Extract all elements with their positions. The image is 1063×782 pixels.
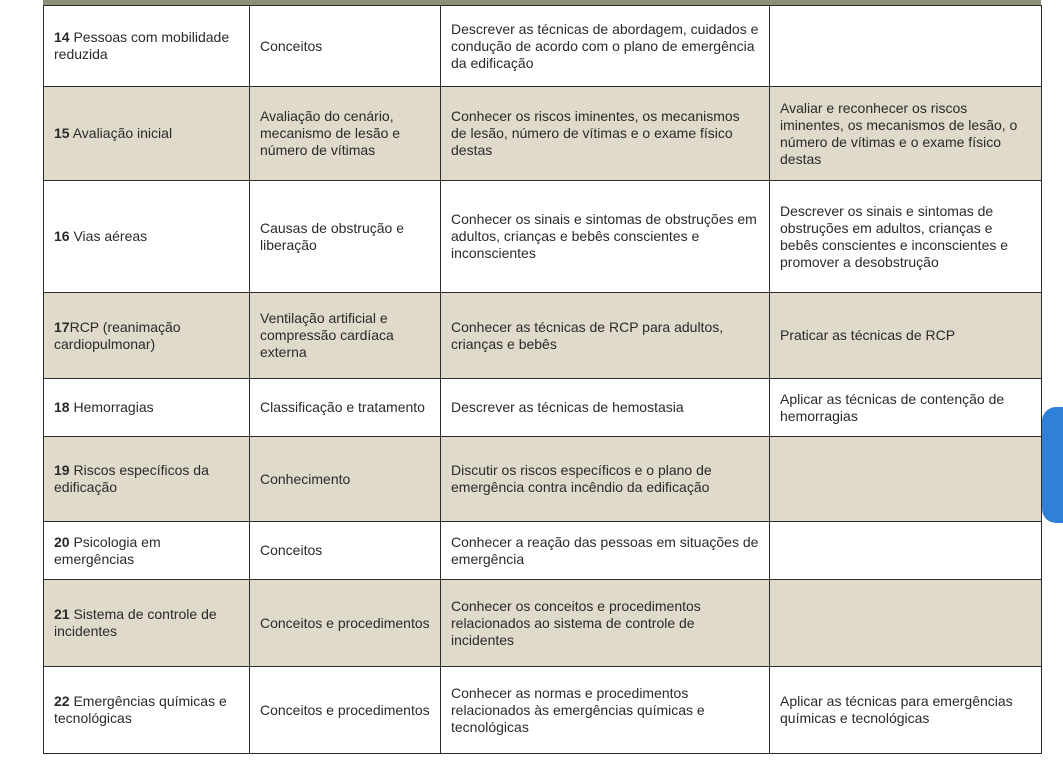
topic-cell: [44, 580, 250, 667]
curriculum-table: [43, 5, 1042, 754]
topic-title: Pessoas com mobilidade reduzida: [54, 29, 230, 62]
practice-cell: Aplicar as técnicas de contenção de hemorragias: [770, 379, 1042, 437]
table-row: [44, 379, 1042, 437]
table-row: [44, 293, 1042, 379]
content-cell: Conceitos e procedimentos: [250, 667, 441, 754]
objective-cell: Conhecer as normas e procedimentos relacionados às emergências químicas e tecnológicas: [441, 667, 770, 754]
practice-cell: Descrever os sinais e sintomas de obstruções em adultos, crianças e bebês conscientes e inconscientes e promover a desobstrução: [770, 181, 1042, 293]
content-cell: Conceitos: [250, 6, 441, 87]
table-row: [44, 580, 1042, 667]
topic-title: Sistema de controle de incidentes: [54, 606, 217, 639]
practice-cell: [770, 580, 1042, 667]
table-row: [44, 437, 1042, 522]
content-cell: Conceitos e procedimentos: [250, 580, 441, 667]
content-cell: Conhecimento: [250, 437, 441, 522]
practice-cell: Aplicar as técnicas para emergências químicas e tecnológicas: [770, 667, 1042, 754]
topic-title: Psicologia em emergências: [54, 533, 161, 567]
topic-title: Avaliação inicial: [69, 125, 173, 141]
objective-cell: Conhecer as técnicas de RCP para adultos, crianças e bebês: [441, 293, 770, 379]
topic-cell: [44, 667, 250, 754]
table-row: [44, 522, 1042, 580]
topic-cell: [44, 6, 250, 87]
objective-cell: Descrever as técnicas de hemostasia: [441, 379, 770, 437]
content-cell: Conceitos: [250, 522, 441, 580]
objective-cell: Conhecer os riscos iminentes, os mecanismos de lesão, número de vítimas e o exame físico destas: [441, 87, 770, 181]
practice-cell: [770, 522, 1042, 580]
topic-number: 22: [54, 693, 70, 709]
table-row: [44, 181, 1042, 293]
topic-number: 20: [54, 533, 70, 550]
content-cell: Avaliação do cenário, mecanismo de lesão e número de vítimas: [250, 87, 441, 181]
topic-title: Emergências químicas e tecnológicas: [54, 693, 227, 726]
objective-cell: Conhecer a reação das pessoas em situações de emergência: [441, 522, 770, 580]
objective-cell: Descrever as técnicas de abordagem, cuidados e condução de acordo com o plano de emergência da edificação: [441, 6, 770, 87]
topic-cell: [44, 437, 250, 522]
topic-cell: [44, 293, 250, 379]
topic-number: 15: [54, 125, 70, 141]
content-cell: Causas de obstrução e liberação: [250, 181, 441, 293]
topic-title: Hemorragias: [69, 399, 154, 415]
practice-cell: Avaliar e reconhecer os riscos iminentes, os mecanismos de lesão, o número de vítimas e o exame físico destas: [770, 87, 1042, 181]
practice-cell: Praticar as técnicas de RCP: [770, 293, 1042, 379]
table-row: [44, 6, 1042, 87]
topic-cell: [44, 87, 250, 181]
topic-number: 17: [54, 318, 70, 335]
objective-cell: Conhecer os conceitos e procedimentos relacionados ao sistema de controle de incidentes: [441, 580, 770, 667]
topic-cell: [44, 181, 250, 293]
practice-cell: [770, 6, 1042, 87]
content-cell: Classificação e tratamento: [250, 379, 441, 437]
topic-number: 16: [54, 228, 70, 244]
topic-title: Riscos específicos da edificação: [54, 462, 209, 495]
topic-cell: [44, 522, 250, 580]
topic-number: 18: [54, 399, 70, 415]
topic-title: RCP (reanimação cardiopulmonar): [54, 318, 181, 352]
objective-cell: Discutir os riscos específicos e o plano de emergência contra incêndio da edificação: [441, 437, 770, 522]
topic-number: 21: [54, 606, 70, 622]
edge-panel-handle[interactable]: [1042, 407, 1063, 523]
practice-cell: [770, 437, 1042, 522]
topic-cell: [44, 379, 250, 437]
objective-cell: Conhecer os sinais e sintomas de obstruções em adultos, crianças e bebês conscientes e inconscientes: [441, 181, 770, 293]
table-row: [44, 667, 1042, 754]
table-row: [44, 87, 1042, 181]
topic-number: 19: [54, 462, 70, 478]
content-cell: Ventilação artificial e compressão cardíaca externa: [250, 293, 441, 379]
topic-number: 14: [54, 29, 70, 45]
topic-title: Vias aéreas: [69, 228, 148, 244]
